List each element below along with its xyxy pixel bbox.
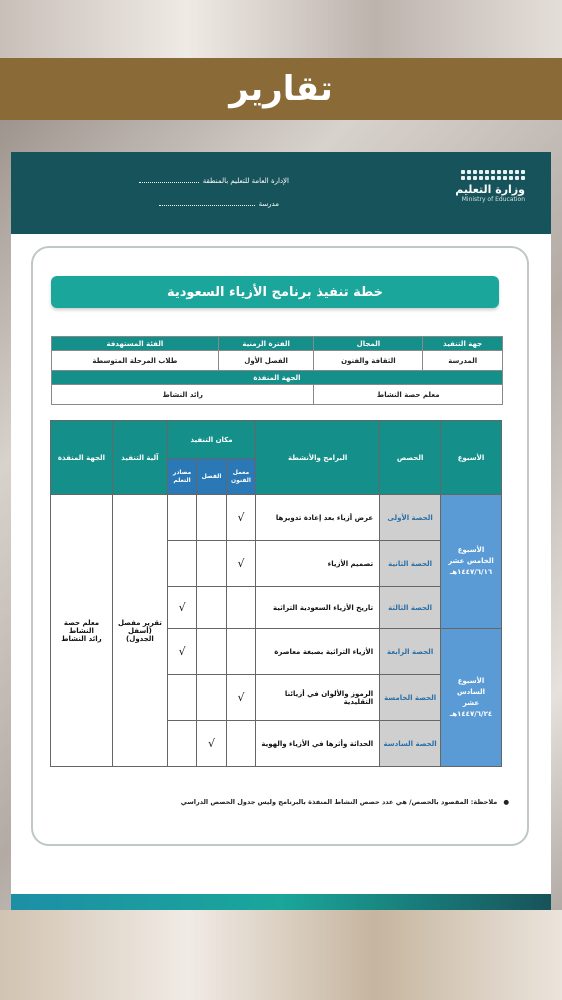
program-cell: تاريخ الأزياء السعودية التراثية bbox=[256, 587, 380, 629]
background-blur-top bbox=[0, 0, 562, 58]
period-cell: الحصة الثانية bbox=[380, 541, 441, 587]
week-fifteen-line2: الخامس عشر bbox=[448, 557, 494, 565]
bullet-icon: ● bbox=[503, 798, 509, 806]
executor-line2: رائد النشاط bbox=[61, 634, 102, 643]
info-executor-leader: رائد النشاط bbox=[52, 385, 314, 405]
program-cell: الحداثة وأثرها في الأزياء والهوية bbox=[256, 721, 380, 767]
logo-arabic-text: وزارة التعليم bbox=[455, 183, 525, 196]
plan-note bbox=[181, 798, 509, 806]
program-cell: الرموز والألوان في أزيائنا التقليدية bbox=[256, 675, 380, 721]
executor-line1: معلم حصة النشاط bbox=[63, 618, 100, 635]
banner-title: تقارير bbox=[229, 69, 333, 109]
mechanism-cell bbox=[113, 495, 168, 767]
plan-header-mechanism: آلية التنفيذ bbox=[113, 421, 168, 495]
plan-header-lrc: مصادر التعلم bbox=[167, 459, 196, 495]
class-check bbox=[197, 541, 226, 587]
info-header-period: الفترة الزمنية bbox=[218, 337, 314, 351]
art-lab-check bbox=[226, 629, 255, 675]
mechanism-line1: تقرير مفصل bbox=[117, 618, 162, 627]
art-lab-check: √ bbox=[226, 541, 255, 587]
art-lab-check: √ bbox=[226, 675, 255, 721]
document-page bbox=[11, 152, 551, 910]
title-banner bbox=[0, 58, 562, 120]
class-check bbox=[197, 587, 226, 629]
background-blur-bottom bbox=[0, 910, 562, 1000]
ministry-logo bbox=[455, 170, 525, 218]
plan-header-place: مكان التنفيذ bbox=[167, 421, 255, 459]
mechanism-line2: (أسفل الجدول) bbox=[126, 626, 154, 643]
class-check bbox=[197, 629, 226, 675]
header-school-line bbox=[159, 200, 279, 208]
logo-dots-icon bbox=[461, 170, 525, 180]
week-fifteen-line1: الأسبوع bbox=[457, 546, 485, 554]
header-region-line bbox=[139, 177, 289, 185]
executor-cell bbox=[51, 495, 113, 767]
plan-header-class: الفصل bbox=[197, 459, 226, 495]
class-check bbox=[197, 495, 226, 541]
class-check: √ bbox=[197, 721, 226, 767]
plan-title: خطة تنفيذ برنامج الأزياء السعودية bbox=[166, 284, 384, 300]
plan-header-week: الأسبوع bbox=[441, 421, 502, 495]
info-header-domain: المجال bbox=[314, 337, 423, 351]
footer-curve bbox=[11, 864, 551, 894]
art-lab-check bbox=[226, 587, 255, 629]
plan-header-art-lab: معمل الفنون bbox=[226, 459, 255, 495]
period-cell: الحصة الثالثة bbox=[380, 587, 441, 629]
document-header bbox=[11, 152, 551, 234]
info-value-domain: الثقافة والفنون bbox=[314, 351, 423, 371]
info-header-executor: الجهة المنفذة bbox=[52, 371, 503, 385]
school-label: مدرسة bbox=[258, 200, 279, 208]
lrc-check: √ bbox=[167, 587, 196, 629]
plan-frame bbox=[31, 246, 529, 846]
plan-title-bar bbox=[51, 276, 499, 308]
week-fifteen-cell bbox=[441, 495, 502, 629]
program-cell: الأزياء التراثية بصبغة معاصرة bbox=[256, 629, 380, 675]
class-check bbox=[197, 675, 226, 721]
plan-header-executor: الجهة المنفذة bbox=[51, 421, 113, 495]
art-lab-check bbox=[226, 721, 255, 767]
region-label: الإدارة العامة للتعليم بالمنطقة bbox=[202, 177, 289, 185]
period-cell: الحصة الرابعة bbox=[380, 629, 441, 675]
info-value-period: الفصل الأول bbox=[218, 351, 314, 371]
lrc-check bbox=[167, 495, 196, 541]
week-sixteen-line2: عشر bbox=[462, 698, 480, 707]
info-value-exec: المدرسة bbox=[423, 351, 503, 371]
plan-table bbox=[50, 420, 502, 767]
art-lab-check: √ bbox=[226, 495, 255, 541]
info-value-target: طلاب المرحلة المتوسطة bbox=[52, 351, 219, 371]
plan-header-program: البرامج والأنشطة bbox=[256, 421, 380, 495]
region-dotted-blank bbox=[139, 182, 199, 183]
note-text: ملاحظة: المقصود بالحصص/ هي عدد حصص النشاط المنفذة بالبرنامج وليس جدول الحصص الدراسي bbox=[180, 798, 498, 806]
logo-english-text: Ministry of Education bbox=[461, 196, 525, 203]
program-cell: عرض أزياء بعد إعادة تدويرها bbox=[256, 495, 380, 541]
info-executor-teacher: معلم حصة النشاط bbox=[314, 385, 503, 405]
plan-header-period: الحصص bbox=[380, 421, 441, 495]
program-cell: تصميم الأزياء bbox=[256, 541, 380, 587]
week-sixteen-cell bbox=[441, 629, 502, 767]
school-dotted-blank bbox=[159, 205, 255, 206]
week-sixteen-date: ١٤٤٧/٦/٢٤هـ bbox=[449, 709, 493, 718]
info-header-target: الفئة المستهدفة bbox=[52, 337, 219, 351]
week-sixteen-line1: الأسبوع السادس bbox=[457, 676, 486, 696]
lrc-check bbox=[167, 721, 196, 767]
period-cell: الحصة الخامسة bbox=[380, 675, 441, 721]
info-table bbox=[51, 336, 503, 405]
week-fifteen-date: ١٤٤٧/٦/١٦هـ bbox=[449, 568, 493, 576]
info-header-exec: جهة التنفيذ bbox=[423, 337, 503, 351]
lrc-check bbox=[167, 541, 196, 587]
period-cell: الحصة السادسة bbox=[380, 721, 441, 767]
lrc-check: √ bbox=[167, 629, 196, 675]
lrc-check bbox=[167, 675, 196, 721]
period-cell: الحصة الأولى bbox=[380, 495, 441, 541]
